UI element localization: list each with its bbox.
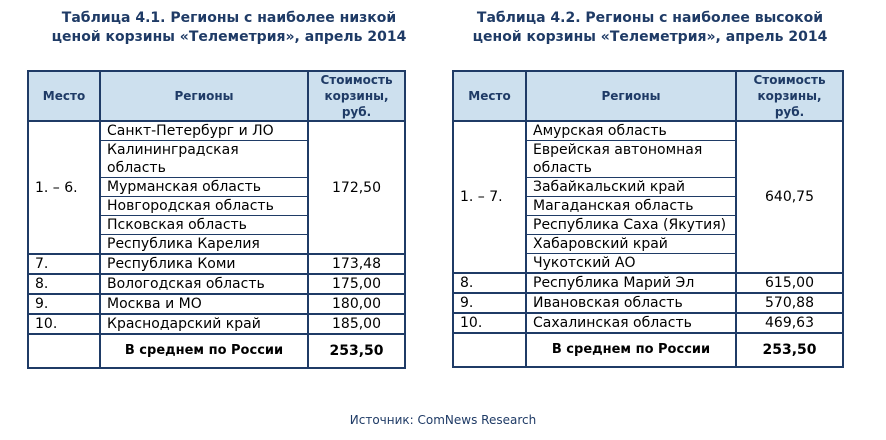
price-cell: 185,00 bbox=[308, 314, 405, 334]
place-cell: 9. bbox=[28, 294, 100, 314]
table1-title bbox=[24, 9, 434, 47]
group-price: 640,75 bbox=[736, 121, 843, 273]
table-row bbox=[453, 121, 843, 141]
table-row bbox=[28, 121, 405, 141]
total-empty-cell bbox=[28, 334, 100, 368]
region-cell: Республика Карелия bbox=[100, 235, 308, 255]
region-cell: Санкт-Петербург и ЛО bbox=[100, 121, 308, 141]
place-cell: 10. bbox=[453, 313, 526, 333]
place-cell: 8. bbox=[453, 273, 526, 293]
region-cell: Магаданская область bbox=[526, 197, 736, 216]
header-place: Место bbox=[28, 71, 100, 121]
region-cell: Краснодарский край bbox=[100, 314, 308, 334]
table-row bbox=[453, 293, 843, 313]
total-value: 253,50 bbox=[736, 333, 843, 367]
table2-title bbox=[445, 9, 855, 47]
region-cell: Калининградская область bbox=[100, 141, 308, 178]
price-cell: 570,88 bbox=[736, 293, 843, 313]
group-price: 172,50 bbox=[308, 121, 405, 254]
region-cell: Чукотский АО bbox=[526, 254, 736, 274]
place-cell: 9. bbox=[453, 293, 526, 313]
total-label: В среднем по России bbox=[100, 334, 308, 368]
price-cell: 180,00 bbox=[308, 294, 405, 314]
header-region: Регионы bbox=[100, 71, 308, 121]
header-cost: Стоимость корзины, руб. bbox=[308, 71, 405, 121]
group-place: 1. – 7. bbox=[453, 121, 526, 273]
region-cell: Ивановская область bbox=[526, 293, 736, 313]
source-note: Источник: ComNews Research bbox=[349, 413, 537, 427]
region-cell: Республика Саха (Якутия) bbox=[526, 216, 736, 235]
total-row bbox=[453, 333, 843, 367]
total-row bbox=[28, 334, 405, 368]
place-cell: 7. bbox=[28, 254, 100, 274]
price-cell: 469,63 bbox=[736, 313, 843, 333]
table-row bbox=[28, 314, 405, 334]
region-cell: Республика Марий Эл bbox=[526, 273, 736, 293]
region-cell: Москва и МО bbox=[100, 294, 308, 314]
table1-title-line1: Таблица 4.1. Регионы с наиболее низкой bbox=[61, 10, 397, 26]
table-row bbox=[28, 254, 405, 274]
region-cell: Мурманская область bbox=[100, 178, 308, 197]
header-row bbox=[28, 71, 405, 121]
header-place: Место bbox=[453, 71, 526, 121]
region-cell: Псковская область bbox=[100, 216, 308, 235]
total-value: 253,50 bbox=[308, 334, 405, 368]
price-cell: 175,00 bbox=[308, 274, 405, 294]
region-cell: Вологодская область bbox=[100, 274, 308, 294]
table-highest-price bbox=[452, 70, 844, 368]
region-cell: Забайкальский край bbox=[526, 178, 736, 197]
price-cell: 173,48 bbox=[308, 254, 405, 274]
total-empty-cell bbox=[453, 333, 526, 367]
total-label: В среднем по России bbox=[526, 333, 736, 367]
region-cell: Новгородская область bbox=[100, 197, 308, 216]
table-row bbox=[28, 294, 405, 314]
place-cell: 8. bbox=[28, 274, 100, 294]
table-lowest-price bbox=[27, 70, 406, 369]
place-cell: 10. bbox=[28, 314, 100, 334]
header-row bbox=[453, 71, 843, 121]
table2-title-line1: Таблица 4.2. Регионы с наиболее высокой bbox=[476, 10, 824, 26]
table1-title-line2: ценой корзины «Телеметрия», апрель 2014 bbox=[51, 29, 407, 45]
region-cell: Республика Коми bbox=[100, 254, 308, 274]
region-cell: Амурская область bbox=[526, 121, 736, 141]
region-cell: Еврейская автономная область bbox=[526, 141, 736, 178]
header-cost: Стоимость корзины, руб. bbox=[736, 71, 843, 121]
price-cell: 615,00 bbox=[736, 273, 843, 293]
region-cell: Сахалинская область bbox=[526, 313, 736, 333]
table-row bbox=[453, 313, 843, 333]
header-region: Регионы bbox=[526, 71, 736, 121]
table-row bbox=[28, 274, 405, 294]
region-cell: Хабаровский край bbox=[526, 235, 736, 254]
group-place: 1. – 6. bbox=[28, 121, 100, 254]
table-row bbox=[453, 273, 843, 293]
table2-title-line2: ценой корзины «Телеметрия», апрель 2014 bbox=[472, 29, 828, 45]
